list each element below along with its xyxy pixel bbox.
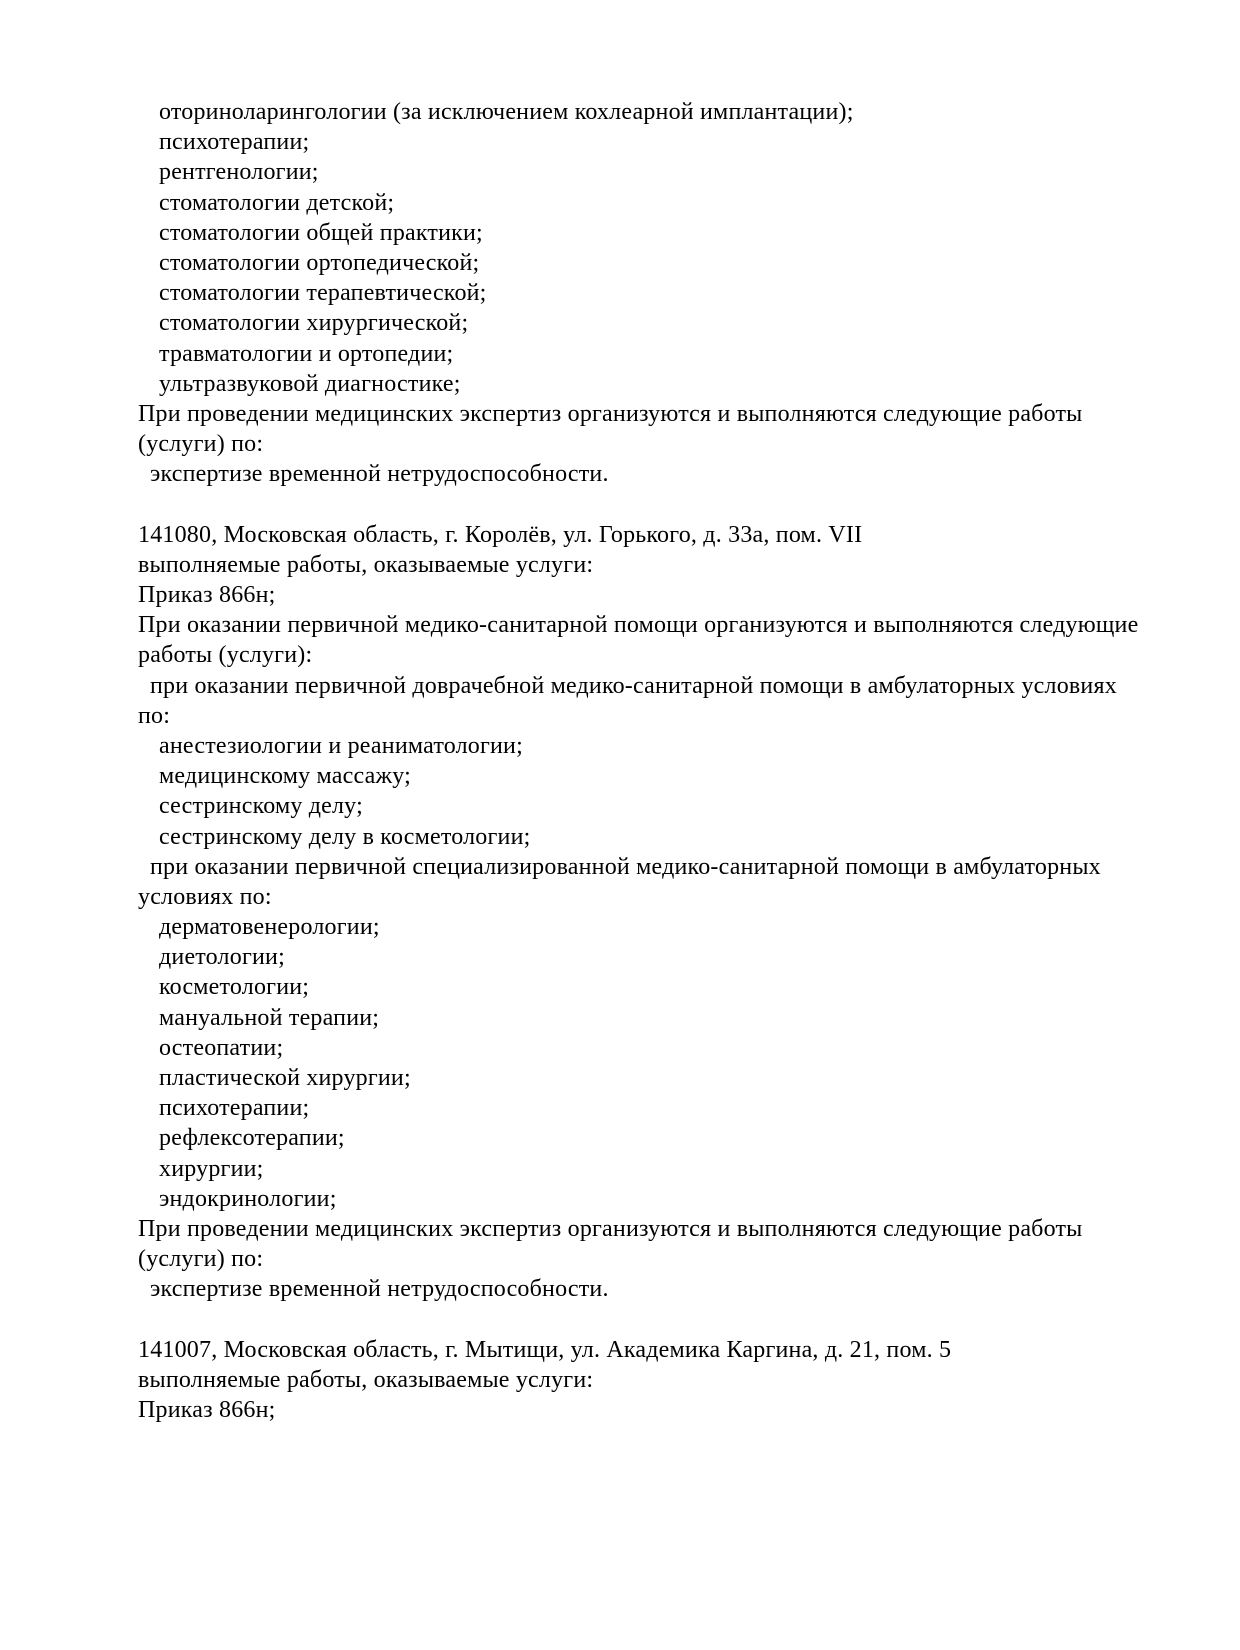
- text-line: выполняемые работы, оказываемые услуги:: [138, 551, 594, 578]
- text-line: дерматовенерологии;: [159, 914, 380, 941]
- text-line: (услуги) по:: [138, 1246, 264, 1273]
- text-line: по:: [138, 702, 171, 729]
- text-line: условиях по:: [138, 883, 272, 910]
- text-line: сестринскому делу;: [159, 793, 363, 820]
- text-line: выполняемые работы, оказываемые услуги:: [138, 1366, 594, 1393]
- blank-line: [138, 489, 1178, 519]
- text-line: анестезиологии и реаниматологии;: [159, 732, 523, 759]
- text-line: хирургии;: [159, 1155, 264, 1182]
- text-line: экспертизе временной нетрудоспособности.: [150, 1276, 609, 1303]
- text-line: оториноларингологии (за исключением кохлеарной имплантации);: [159, 99, 854, 125]
- blank-line: [138, 1305, 1178, 1335]
- text-line: при оказании первичной специализированной медико-санитарной помощи в амбулаторных: [150, 853, 1101, 880]
- text-line: 141007, Московская область, г. Мытищи, ул. Академика Каргина, д. 21, пом. 5: [138, 1336, 952, 1363]
- text-line: стоматологии терапевтической;: [159, 280, 487, 307]
- text-line: стоматологии ортопедической;: [159, 249, 480, 276]
- text-line: мануальной терапии;: [159, 1004, 380, 1031]
- text-line: эндокринологии;: [159, 1185, 337, 1212]
- text-line: травматологии и ортопедии;: [159, 340, 454, 367]
- text-line: стоматологии общей практики;: [159, 219, 483, 246]
- text-line: (услуги) по:: [138, 431, 264, 458]
- text-line: при оказании первичной доврачебной медико-санитарной помощи в амбулаторных условиях: [150, 672, 1117, 699]
- text-line: работы (услуги):: [138, 642, 313, 669]
- text-line: психотерапии;: [159, 129, 310, 156]
- text-line: экспертизе временной нетрудоспособности.: [150, 461, 609, 488]
- text-line: стоматологии хирургической;: [159, 310, 469, 337]
- text-line: косметологии;: [159, 974, 310, 1001]
- text-line: медицинскому массажу;: [159, 763, 411, 790]
- document-page: [138, 97, 1178, 1425]
- text-line: стоматологии детской;: [159, 189, 395, 216]
- text-line: пластической хирургии;: [159, 1065, 411, 1091]
- text-line: При проведении медицинских экспертиз организуются и выполняются следующие работы: [138, 1215, 1083, 1242]
- text-line: ультразвуковой диагностике;: [159, 370, 461, 397]
- text-line: Приказ 866н;: [138, 1397, 276, 1424]
- text-line: сестринскому делу в косметологии;: [159, 823, 531, 850]
- text-line: рентгенологии;: [159, 159, 319, 186]
- text-line: диетологии;: [159, 944, 285, 971]
- text-line: рефлексотерапии;: [159, 1125, 345, 1152]
- text-line: психотерапии;: [159, 1095, 310, 1122]
- text-line: Приказ 866н;: [138, 582, 276, 608]
- text-line: При оказании первичной медико-санитарной помощи организуются и выполняются следующие: [138, 612, 1139, 639]
- text-line: 141080, Московская область, г. Королёв, ул. Горького, д. 33а, пом. VII: [138, 521, 863, 548]
- text-line: остеопатии;: [159, 1034, 284, 1061]
- text-line: При проведении медицинских экспертиз организуются и выполняются следующие работы: [138, 400, 1083, 427]
